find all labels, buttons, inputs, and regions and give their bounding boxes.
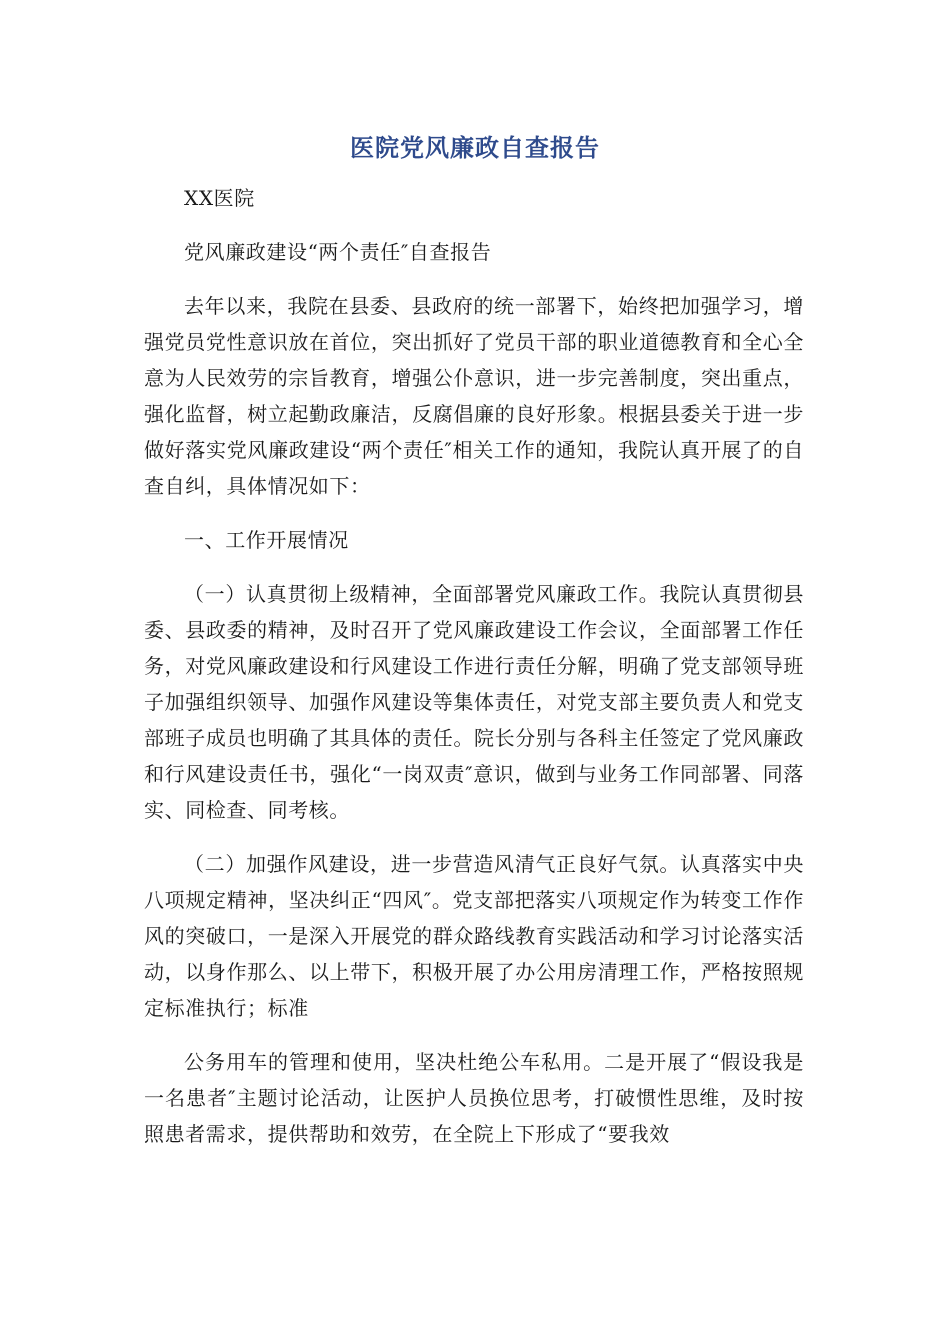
paragraph-intro: 去年以来，我院在县委、县政府的统一部署下，始终把加强学习，增强党员党性意识放在首位，突出抓好了党员干部的职业道德教育和全心全意为人民效劳的宗旨教育，增强公仆意识，进一步完善制度，突出重点，强化监督，树立起勤政廉洁，反腐倡廉的良好形象。根据县委关于进一步做好落实党风廉政建设“两个责任″相关工作的通知，我院认真开展了的自查自纠，具体情况如下： [144,294,804,498]
paragraph-item-2: （二）加强作风建设，进一步营造风清气正良好气氛。认真落实中央八项规定精神，坚决纠正“四风″。党支部把落实八项规定作为转变工作作风的突破口，一是深入开展党的群众路线教育实践活动和学习讨论落实活动，以身作那么、以上带下，积极开展了办公用房清理工作，严格按照规定标准执行；标准 [144,852,804,1020]
org-name: XX医院 [184,186,255,210]
paragraph-continued: 公务用车的管理和使用，坚决杜绝公车私用。二是开展了“假设我是一名患者″主题讨论活动，让医护人员换位思考，打破惯性思维，及时按照患者需求，提供帮助和效劳，在全院上下形成了“要我效 [144,1050,804,1146]
paragraph-item-1: （一）认真贯彻上级精神，全面部署党风廉政工作。我院认真贯彻县委、县政委的精神，及时召开了党风廉政建设工作会议，全面部署工作任务，对党风廉政建设和行风建设工作进行责任分解，明确了党支部领导班子加强组织领导、加强作风建设等集体责任，对党支部主要负责人和党支部班子成员也明确了其具体的责任。院长分别与各科主任签定了党风廉政和行风建设责任书，强化“一岗双责″意识，做到与业务工作同部署、同落实、同检查、同考核。 [144,582,804,822]
section-heading: 一、工作开展情况 [184,528,349,552]
document-title: 医院党风廉政自查报告 [350,134,600,162]
document-body [144,180,804,1170]
report-subtitle: 党风廉政建设“两个责任″自查报告 [184,240,492,264]
